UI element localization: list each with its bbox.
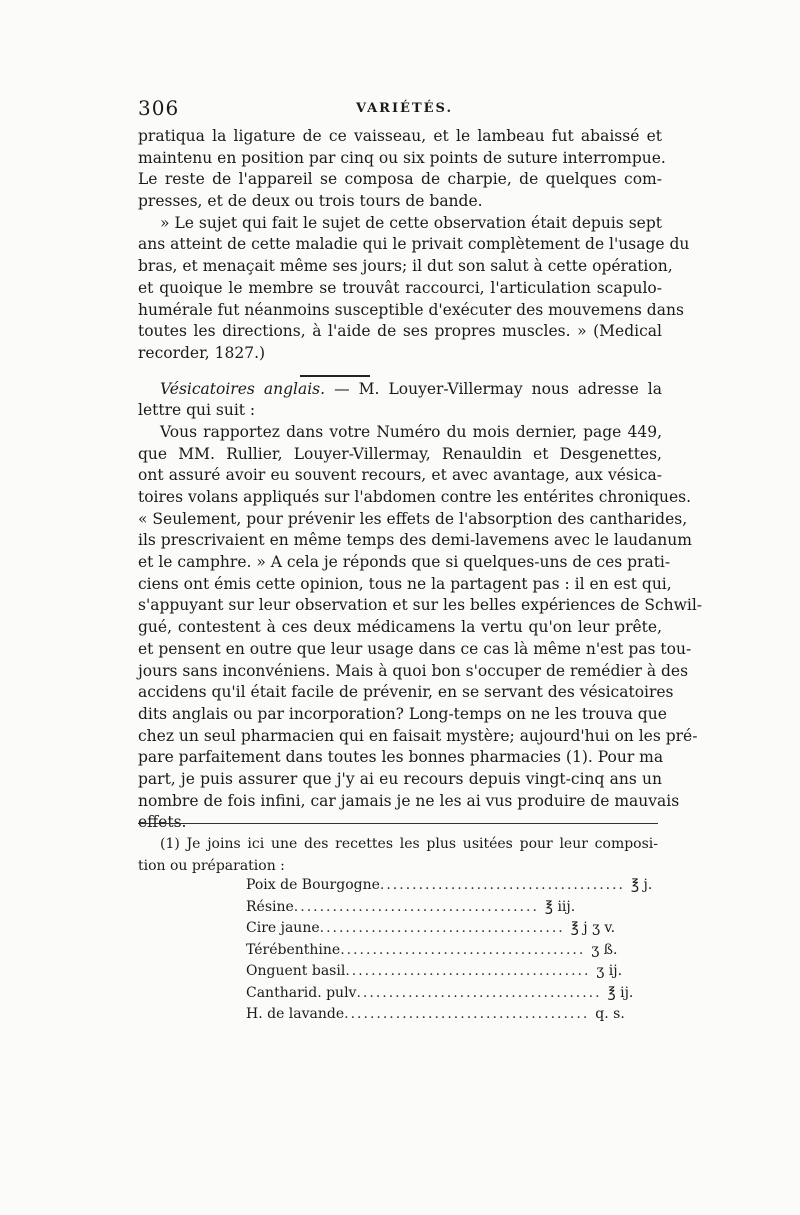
recipe-row: [246, 1004, 625, 1026]
body-line: toutes les directions, à l'aide de ses propres muscles. » (Medical: [138, 322, 662, 341]
section-divider: [300, 375, 370, 377]
letter-line: et le camphre. » A cela je réponds que si quelques-uns de ces prati-: [138, 553, 671, 572]
ingredient-name: Térébenthine: [246, 941, 341, 958]
letter-line: ils prescrivaient en même temps des demi-lavemens avec le laudanum: [138, 531, 692, 550]
ingredient-name: Résine: [246, 898, 294, 915]
letter-line: nombre de fois infini, car jamais je ne les ai vus produire de mauvais: [138, 791, 680, 810]
page-number: 306: [138, 96, 180, 120]
ingredient-name: Poix de Bourgogne: [246, 877, 380, 893]
letter-line: « Seulement, pour prévenir les effets de l'absorption des cantharides,: [138, 509, 688, 528]
leader-dots: ......................................: [293, 898, 539, 915]
letter-line: chez un seul pharmacien qui en faisait mystère; aujourd'hui on les pré-: [138, 726, 698, 745]
letter-line: accidens qu'il était facile de prévenir, en se servant des vésicatoires: [138, 683, 674, 702]
footnote-line: tion ou préparation :: [138, 857, 285, 874]
body-line: ans atteint de cette maladie qui le privait complètement de l'usage du: [138, 235, 690, 254]
ingredient-quantity: ʒ ij.: [596, 963, 623, 979]
letter-line: effets.: [138, 813, 187, 832]
letter-line: jours sans inconvéniens. Mais à quoi bon s'occuper de remédier à des: [138, 661, 689, 680]
letter-line: Vous rapportez dans votre Numéro du mois dernier, page 449,: [160, 422, 662, 441]
recipe-row: [246, 961, 623, 983]
recipe-row: [246, 983, 634, 1005]
letter-intro-line2: lettre qui suit :: [138, 401, 256, 420]
recipe-row: [246, 918, 616, 940]
ingredient-quantity: ℥ j ʒ v.: [570, 920, 616, 936]
ingredient-quantity: q. s.: [595, 1006, 625, 1022]
letter-line: pare parfaitement dans toutes les bonnes pharmacies (1). Pour ma: [138, 748, 664, 767]
body-line: bras, et menaçait même ses jours; il dut son salut à cette opération,: [138, 257, 673, 276]
footnote-line: (1) Je joins ici une des recettes les plus usitées pour leur composi-: [160, 836, 658, 852]
letter-line: ciens ont émis cette opinion, tous ne la partagent pas : il en est qui,: [138, 574, 672, 593]
running-title: VARIÉTÉS.: [356, 101, 453, 116]
letter-line: et pensent en outre que leur usage dans ce cas là même n'est pas tou-: [138, 639, 692, 658]
letter-intro-line: [138, 379, 662, 401]
leader-dots: ......................................: [356, 984, 602, 1001]
body-line: pratiqua la ligature de ce vaisseau, et le lambeau fut abaissé et: [138, 127, 662, 145]
recipe-row: [246, 897, 576, 919]
recipe-row: [246, 875, 653, 897]
letter-intro-text: — M. Louyer-Villermay nous adresse la: [325, 379, 662, 398]
body-line: presses, et de deux ou trois tours de bande.: [138, 192, 483, 211]
letter-line: part, je puis assurer que j'y ai eu recours depuis vingt-cinq ans un: [138, 769, 662, 788]
section-title: Vésicatoires anglais.: [160, 379, 326, 398]
letter-line: s'appuyant sur leur observation et sur les belles expériences de Schwil-: [138, 596, 703, 615]
ingredient-quantity: ℥ ij.: [607, 984, 634, 1001]
body-line: humérale fut néanmoins susceptible d'exécuter des mouvemens dans: [138, 300, 684, 319]
letter-line: que MM. Rullier, Louyer-Villermay, Renauldin et Desgenettes,: [138, 444, 662, 463]
body-line: recorder, 1827.): [138, 343, 266, 362]
letter-line: toires volans appliqués sur l'abdomen contre les entérites chroniques.: [138, 488, 692, 506]
footnote: [138, 834, 658, 877]
body-line: » Le sujet qui fait le sujet de cette observation était depuis sept: [160, 213, 662, 232]
letter-line: gué, contestent à ces deux médicamens la vertu qu'on leur prête,: [138, 618, 662, 637]
recipe-list: [246, 875, 653, 1026]
leader-dots: ......................................: [340, 941, 586, 958]
page-header: [138, 96, 662, 124]
recipe-row: [246, 940, 618, 962]
body-line: et quoique le membre se trouvât raccourci, l'articulation scapulo-: [138, 278, 662, 297]
ingredient-name: Onguent basil: [246, 963, 346, 979]
ingredient-quantity: ʒ ß.: [591, 941, 618, 958]
article-body: [138, 126, 703, 834]
letter-line: ont assuré avoir eu souvent recours, et avec avantage, aux vésica-: [138, 466, 662, 485]
leader-dots: ......................................: [344, 1006, 590, 1022]
ingredient-name: Cire jaune: [246, 920, 320, 936]
leader-dots: ......................................: [379, 877, 625, 893]
footnote-divider: [138, 823, 658, 824]
ingredient-name: Cantharid. pulv: [246, 984, 357, 1001]
leader-dots: ......................................: [319, 920, 565, 936]
body-line: Le reste de l'appareil se composa de charpie, de quelques com-: [138, 170, 662, 189]
ingredient-quantity: ℥ iij.: [544, 898, 576, 915]
ingredient-name: H. de lavande: [246, 1006, 345, 1022]
body-line: maintenu en position par cinq ou six points de suture interrompue.: [138, 148, 666, 167]
letter-line: dits anglais ou par incorporation? Long-temps on ne les trouva que: [138, 704, 667, 723]
ingredient-quantity: ℥ j.: [631, 877, 653, 893]
leader-dots: ......................................: [345, 963, 591, 979]
